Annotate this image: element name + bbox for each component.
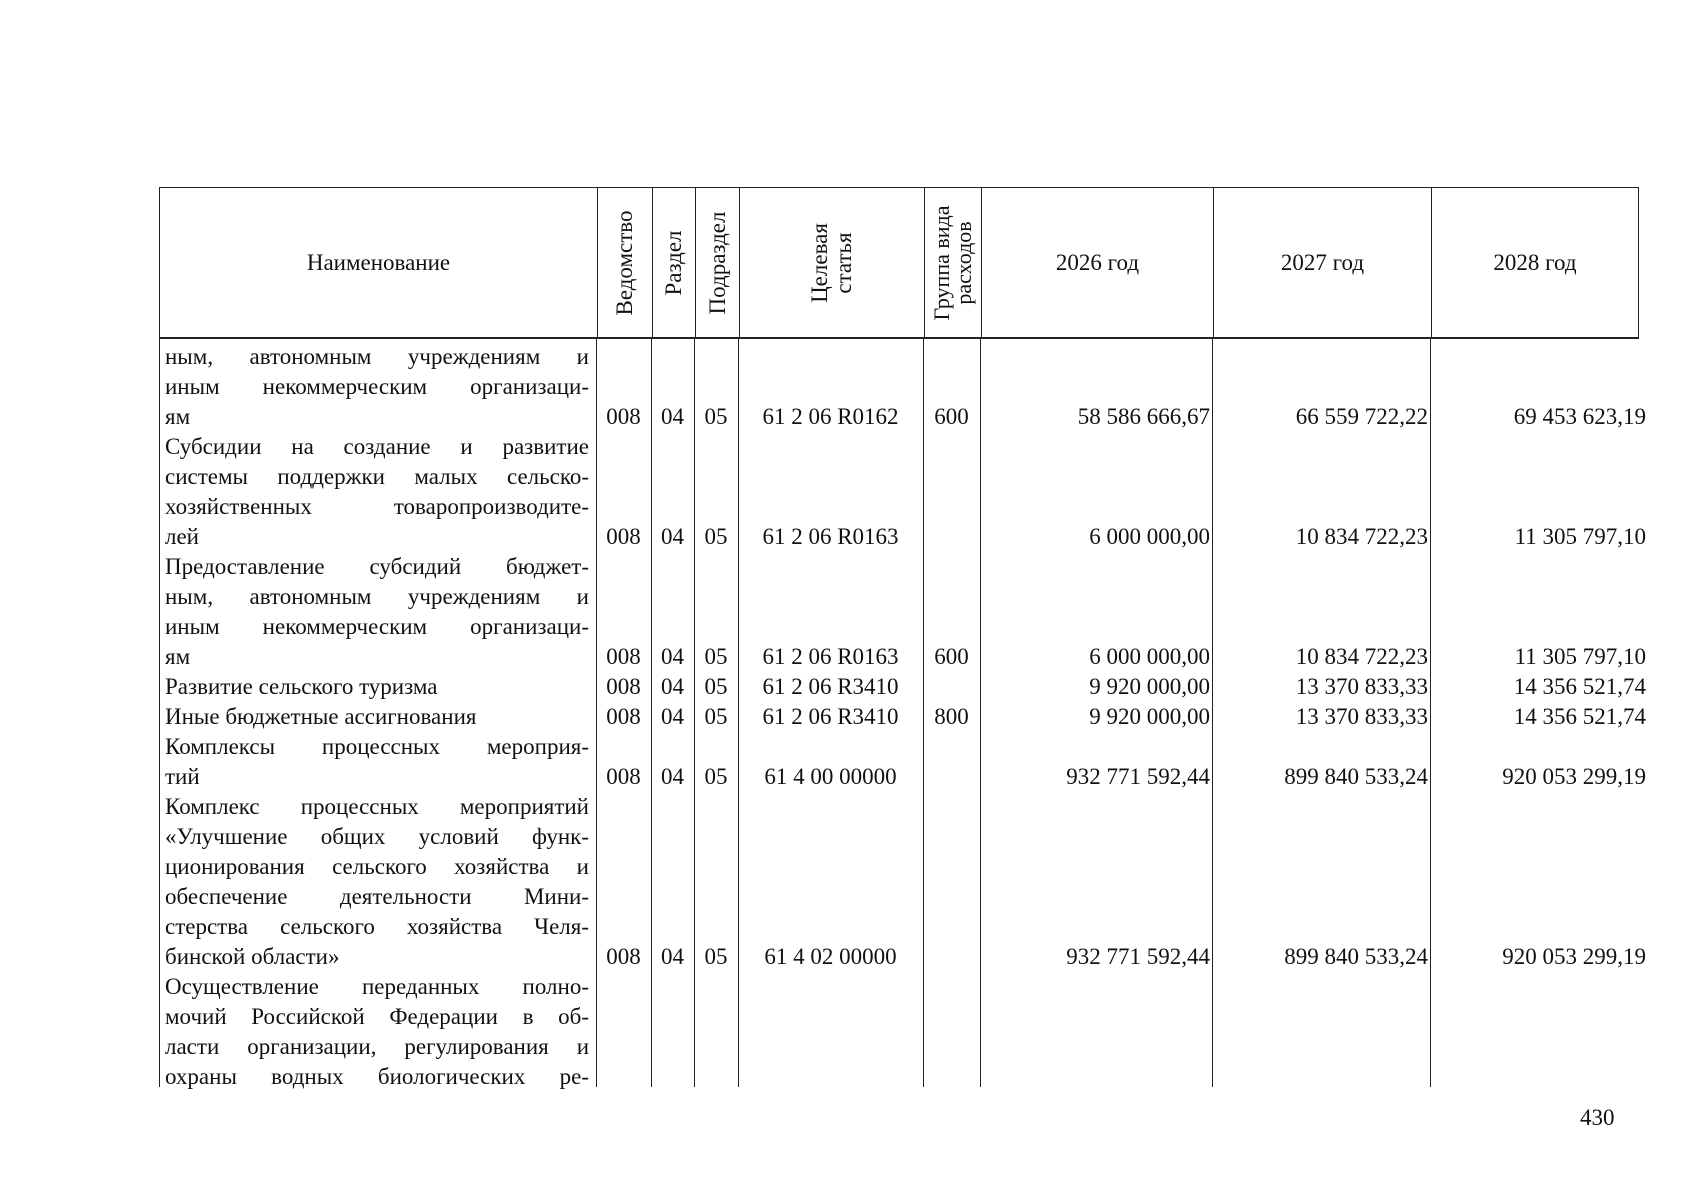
name-line: Осуществление переданных полно- — [165, 974, 589, 999]
header-year3: 2028 год — [1493, 249, 1577, 275]
name-line: мочий Российской Федерации в об- — [165, 1004, 589, 1029]
name-line: Иные бюджетные ассигнования — [165, 704, 477, 729]
razdel-cell: 04 — [661, 944, 684, 969]
year2-cell: 13 370 833,33 — [1295, 704, 1428, 729]
year2-cell: 899 840 533,24 — [1284, 764, 1428, 789]
celevaya-cell: 61 2 06 R0163 — [762, 644, 899, 669]
vedomstvo-cell: 008 — [606, 944, 641, 969]
name-line: ласти организации, регулирования и — [165, 1034, 589, 1059]
podrazdel-cell: 05 — [704, 704, 728, 729]
podrazdel-cell: 05 — [704, 644, 728, 669]
name-line: ным, автономным учреждениям и — [165, 584, 589, 609]
header-celevaya — [808, 223, 856, 303]
row-name — [165, 702, 589, 732]
year3-cell: 14 356 521,74 — [1513, 704, 1646, 729]
name-line: иным некоммерческим организаци- — [165, 374, 589, 399]
podrazdel-cell: 05 — [704, 404, 728, 429]
name-line: Комплекс процессных мероприятий — [165, 794, 589, 819]
row-name — [165, 792, 589, 972]
name-line: охраны водных биологических ре- — [165, 1064, 589, 1089]
year3-cell: 14 356 521,74 — [1513, 674, 1646, 699]
year1-cell: 9 920 000,00 — [1089, 674, 1210, 699]
header-gruppa-line1: Группа вида — [929, 205, 954, 320]
celevaya-cell: 61 2 06 R3410 — [762, 704, 899, 729]
razdel-cell: 04 — [661, 404, 684, 429]
year2-cell: 10 834 722,23 — [1295, 524, 1428, 549]
grid-line — [159, 339, 160, 1087]
celevaya-cell: 61 2 06 R3410 — [762, 674, 899, 699]
name-line: лей — [165, 524, 199, 549]
header-podrazdel-cell — [695, 188, 739, 337]
year1-cell: 932 771 592,44 — [1066, 764, 1210, 789]
row-name — [165, 972, 589, 1092]
name-line: системы поддержки малых сельско- — [165, 464, 589, 489]
name-line: ционирования сельского хозяйства и — [165, 854, 589, 879]
vedomstvo-cell: 008 — [606, 524, 641, 549]
razdel-cell: 04 — [661, 644, 684, 669]
header-name: Наименование — [306, 249, 451, 275]
celevaya-cell: 61 2 06 R0163 — [762, 524, 899, 549]
header-celevaya-line1: Целевая — [807, 222, 832, 303]
year2-cell: 66 559 722,22 — [1295, 404, 1428, 429]
podrazdel-cell: 05 — [704, 764, 728, 789]
year2-cell: 899 840 533,24 — [1284, 944, 1428, 969]
row-name — [165, 342, 589, 432]
name-line: иным некоммерческим организаци- — [165, 614, 589, 639]
razdel-cell: 04 — [661, 524, 684, 549]
razdel-cell: 04 — [661, 704, 684, 729]
header-vedomstvo-cell — [597, 188, 652, 337]
row-name — [165, 552, 589, 672]
header-gruppa-line2: расходов — [951, 220, 976, 305]
header-year2: 2027 год — [1280, 249, 1365, 275]
razdel-cell: 04 — [661, 764, 684, 789]
year1-cell: 6 000 000,00 — [1089, 644, 1210, 669]
page-number: 430 — [1580, 1105, 1615, 1130]
vedomstvo-cell: 008 — [606, 764, 641, 789]
year3-cell: 11 305 797,10 — [1514, 524, 1646, 549]
gruppa-cell: 600 — [934, 404, 969, 429]
header-year2-cell — [1213, 188, 1431, 337]
vedomstvo-cell: 008 — [606, 704, 641, 729]
name-line: Развитие сельского туризма — [165, 674, 438, 699]
podrazdel-cell: 05 — [704, 674, 728, 699]
header-celevaya-cell — [739, 188, 924, 337]
year1-cell: 6 000 000,00 — [1089, 524, 1210, 549]
header-vedomstvo: Ведомство — [612, 209, 637, 316]
year1-cell: 932 771 592,44 — [1066, 944, 1210, 969]
celevaya-cell: 61 2 06 R0162 — [762, 404, 899, 429]
row-name — [165, 672, 589, 702]
gruppa-cell: 600 — [934, 644, 969, 669]
name-line: бинской области» — [165, 944, 340, 969]
year1-cell: 58 586 666,67 — [1077, 404, 1210, 429]
name-line: Комплексы процессных мероприя- — [165, 734, 589, 759]
table-header — [159, 187, 1639, 339]
name-line: «Улучшение общих условий функ- — [165, 824, 589, 849]
name-line: хозяйственных товаропроизводите- — [165, 494, 589, 519]
vedomstvo-cell: 008 — [606, 404, 641, 429]
year3-cell: 11 305 797,10 — [1514, 644, 1646, 669]
podrazdel-cell: 05 — [704, 944, 728, 969]
year3-cell: 920 053 299,19 — [1502, 944, 1646, 969]
name-line: Предоставление субсидий бюджет- — [165, 554, 589, 579]
name-line: ным, автономным учреждениям и — [165, 344, 589, 369]
year1-cell: 9 920 000,00 — [1089, 704, 1210, 729]
header-razdel: Раздел — [661, 229, 686, 296]
header-gruppa — [931, 205, 975, 320]
gruppa-cell: 800 — [934, 704, 969, 729]
row-name — [165, 732, 589, 792]
header-year1-cell — [981, 188, 1213, 337]
vedomstvo-cell: 008 — [606, 644, 641, 669]
header-celevaya-line2: статья — [831, 231, 856, 294]
year2-cell: 13 370 833,33 — [1295, 674, 1428, 699]
year2-cell: 10 834 722,23 — [1295, 644, 1428, 669]
header-year3-cell — [1431, 188, 1638, 337]
celevaya-cell: 61 4 00 00000 — [764, 764, 897, 789]
podrazdel-cell: 05 — [704, 524, 728, 549]
name-line: стерства сельского хозяйства Челя- — [165, 914, 589, 939]
razdel-cell: 04 — [661, 674, 684, 699]
header-podrazdel: Подраздел — [704, 211, 730, 314]
name-line: ям — [165, 644, 191, 669]
name-line: ям — [165, 404, 191, 429]
row-name — [165, 432, 589, 552]
name-line: Субсидии на создание и развитие — [165, 434, 589, 459]
year3-cell: 920 053 299,19 — [1502, 764, 1646, 789]
name-line: обеспечение деятельности Мини- — [165, 884, 589, 909]
celevaya-cell: 61 4 02 00000 — [764, 944, 897, 969]
header-name-cell — [160, 188, 597, 337]
header-gruppa-cell — [924, 188, 981, 337]
vedomstvo-cell: 008 — [606, 674, 641, 699]
header-razdel-cell — [652, 188, 695, 337]
name-line: тий — [165, 764, 200, 789]
header-year1: 2026 год — [1055, 249, 1140, 275]
year3-cell: 69 453 623,19 — [1513, 404, 1646, 429]
